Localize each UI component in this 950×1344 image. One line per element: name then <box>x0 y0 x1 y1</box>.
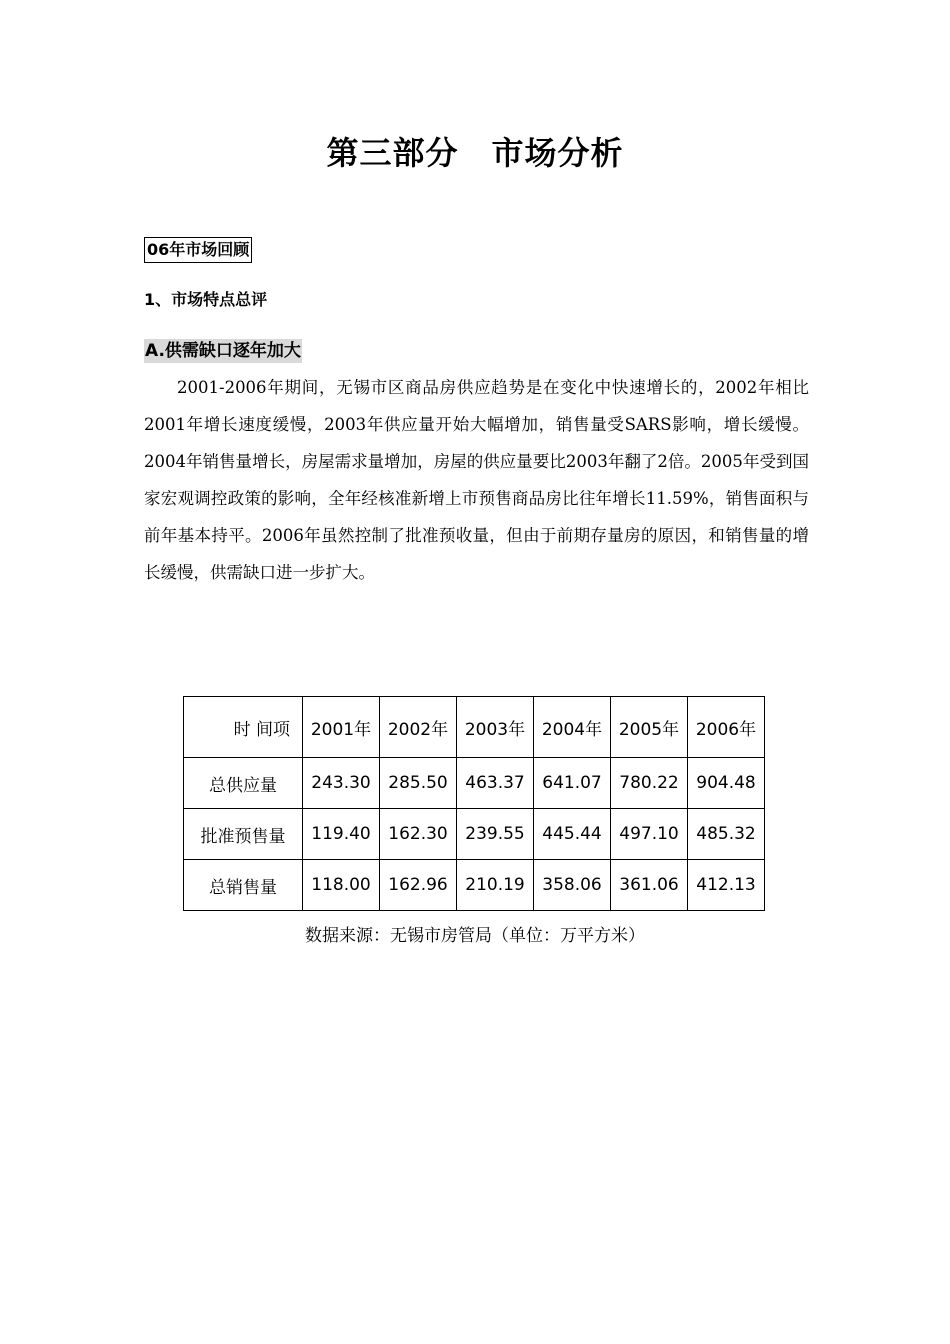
year-header: 2002年 <box>380 697 457 758</box>
row-label: 批准预售量 <box>184 809 303 860</box>
table-cell: 445.44 <box>534 809 611 860</box>
year-header: 2006年 <box>688 697 765 758</box>
page-title: 第三部分 市场分析 <box>326 134 624 172</box>
table-cell: 358.06 <box>534 860 611 911</box>
year-header: 2003年 <box>457 697 534 758</box>
market-data-table <box>183 696 765 911</box>
section-heading: 1、市场特点总评 <box>144 290 268 309</box>
source-caption: 数据来源：无锡市房管局（单位：万平方米） <box>305 926 645 946</box>
table-cell: 162.96 <box>380 860 457 911</box>
table-cell: 497.10 <box>611 809 688 860</box>
sub-heading: A.供需缺口逐年加大 <box>145 341 301 361</box>
row-label: 总销售量 <box>184 860 303 911</box>
table-row <box>184 860 765 911</box>
table-row <box>184 809 765 860</box>
market-review-heading: 06年市场回顾 <box>144 237 252 263</box>
table-cell: 780.22 <box>611 758 688 809</box>
table-cell: 904.48 <box>688 758 765 809</box>
table-cell: 361.06 <box>611 860 688 911</box>
table-cell: 239.55 <box>457 809 534 860</box>
year-header: 2001年 <box>303 697 380 758</box>
body-paragraph: 2001-2006年期间，无锡市区商品房供应趋势是在变化中快速增长的，2002年相比2001年增长速度缓慢，2003年供应量开始大幅增加，销售量受SARS影响，增长缓慢。2004年销售量增长，房屋需求量增加，房屋的供应量要比2003年翻了2倍。2005年受到国家宏观调控政策的影响，全年经核准新增上市预售商品房比往年增长11.59%，销售面积与前年基本持平。2006年虽然控制了批准预收量，但由于前期存量房的原因，和销售量的增长缓慢，供需缺口进一步扩大。 <box>144 378 809 582</box>
table-row <box>184 758 765 809</box>
table-cell: 641.07 <box>534 758 611 809</box>
table-cell: 119.40 <box>303 809 380 860</box>
year-header: 2005年 <box>611 697 688 758</box>
table-cell: 210.19 <box>457 860 534 911</box>
row-label: 总供应量 <box>184 758 303 809</box>
table-corner-cell: 时 间项 <box>184 697 303 758</box>
table-cell: 463.37 <box>457 758 534 809</box>
table-cell: 412.13 <box>688 860 765 911</box>
table-cell: 485.32 <box>688 809 765 860</box>
table-cell: 243.30 <box>303 758 380 809</box>
table-header-row <box>184 697 765 758</box>
table-cell: 285.50 <box>380 758 457 809</box>
year-header: 2004年 <box>534 697 611 758</box>
table-cell: 118.00 <box>303 860 380 911</box>
table-cell: 162.30 <box>380 809 457 860</box>
